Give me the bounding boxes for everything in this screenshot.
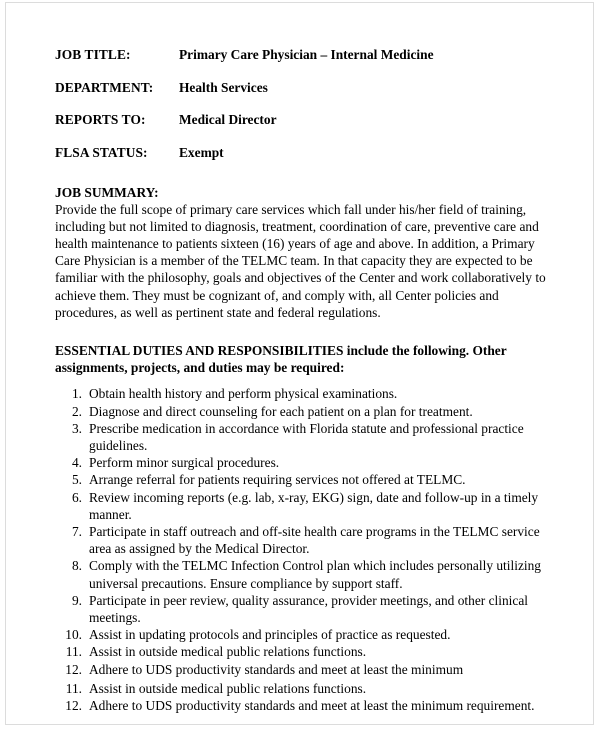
list-item-text: Adhere to UDS productivity standards and meet at least the minimum requirement. — [89, 697, 535, 713]
list-item-number: 2. — [71, 403, 82, 419]
list-item-number: 10. — [65, 627, 82, 643]
field-row-flsa-status — [55, 145, 560, 161]
list-item-text: Diagnose and direct counseling for each patient on a plan for treatment. — [89, 403, 473, 419]
list-item-text: Perform minor surgical procedures. — [89, 455, 280, 471]
list-item-text: Assist in outside medical public relations functions. — [89, 680, 367, 696]
field-row-job-title — [55, 47, 560, 63]
list-item — [55, 643, 547, 660]
list-item — [55, 592, 547, 626]
list-item-text: Obtain health history and perform physical examinations. — [89, 386, 398, 402]
list-item-number: 4. — [71, 455, 82, 471]
list-item-number: 8. — [71, 558, 82, 574]
list-item-text: Assist in outside medical public relations functions. — [89, 644, 367, 660]
list-item — [55, 626, 547, 643]
list-item — [55, 697, 547, 714]
field-row-department — [55, 80, 560, 96]
list-item-text: Participate in staff outreach and off-site health care programs in the TELMC service area as assigned by the Medical Director. — [89, 523, 540, 557]
list-item — [55, 471, 547, 488]
list-item-text: Adhere to UDS productivity standards and meet at least the minimum — [89, 661, 464, 677]
document-content — [55, 47, 560, 714]
field-value-department: Health Services — [179, 79, 268, 95]
list-item-text: Participate in peer review, quality assurance, provider meetings, and other clinical meetings. — [89, 592, 528, 625]
list-item — [55, 680, 547, 697]
list-item-text: Assist in updating protocols and principles of practice as requested. — [89, 627, 451, 643]
list-item-number: 1. — [71, 386, 82, 402]
list-item-text: Arrange referral for patients requiring services not offered at TELMC. — [89, 472, 466, 488]
list-item — [55, 489, 547, 523]
list-item — [55, 454, 547, 471]
list-item-number: 12. — [65, 697, 82, 713]
field-label-reports-to: REPORTS TO: — [55, 112, 146, 127]
list-item-number: 11. — [65, 644, 82, 660]
list-item-number: 9. — [71, 592, 82, 608]
list-item-number: 12. — [65, 661, 82, 677]
field-label-department: DEPARTMENT: — [55, 79, 154, 95]
field-label-job-title: JOB TITLE: — [55, 47, 131, 62]
list-item-number: 3. — [71, 420, 82, 436]
list-item — [55, 385, 547, 402]
job-summary-section — [55, 185, 560, 321]
header-fields — [55, 47, 560, 161]
field-label-flsa-status: FLSA STATUS: — [55, 144, 148, 160]
list-item-number: 7. — [71, 523, 82, 539]
list-item-text: Review incoming reports (e.g. lab, x-ray, EKG) sign, date and follow-up in a timely manner. — [89, 489, 539, 522]
field-value-flsa-status: Exempt — [179, 144, 224, 160]
list-item — [55, 420, 547, 454]
list-item-number: 6. — [71, 489, 82, 505]
document-page — [5, 2, 594, 725]
essential-duties-list — [55, 385, 547, 714]
job-summary-body: Provide the full scope of primary care services which fall under his/her field of training, including but not limited to diagnosis, treatment, coordination of care, preventive care and health maintenance to patients sixteen (16) years of age and above. In addition, a Primary Care Physician is a member of the TELMC team. In that capacity they are expected to be familiar with the philosophy, goals and objectives of the Center and work collaboratively to achieve them. They must be cognizant of, and comply with, all Center policies and procedures, as well as pertinent state and federal regulations. — [55, 201, 546, 320]
list-item-text: Comply with the TELMC Infection Control plan which includes personally utilizing universal precautions. Ensure compliance by support staff. — [89, 558, 541, 591]
job-summary-heading: JOB SUMMARY: — [55, 184, 159, 200]
field-value-job-title: Primary Care Physician – Internal Medicine — [179, 47, 434, 62]
list-item — [55, 523, 547, 557]
list-item-number: 5. — [71, 472, 82, 488]
list-item-text: Prescribe medication in accordance with Florida statute and professional practice guidelines. — [89, 420, 524, 453]
field-row-reports-to — [55, 112, 560, 128]
list-item — [55, 403, 547, 420]
list-item — [55, 557, 547, 591]
list-item-number: 11. — [65, 680, 82, 696]
field-value-reports-to: Medical Director — [179, 112, 277, 127]
essential-duties-heading: ESSENTIAL DUTIES AND RESPONSIBILITIES include the following. Other assignments, projects, and duties may be required: — [55, 342, 507, 376]
list-item — [55, 661, 547, 678]
